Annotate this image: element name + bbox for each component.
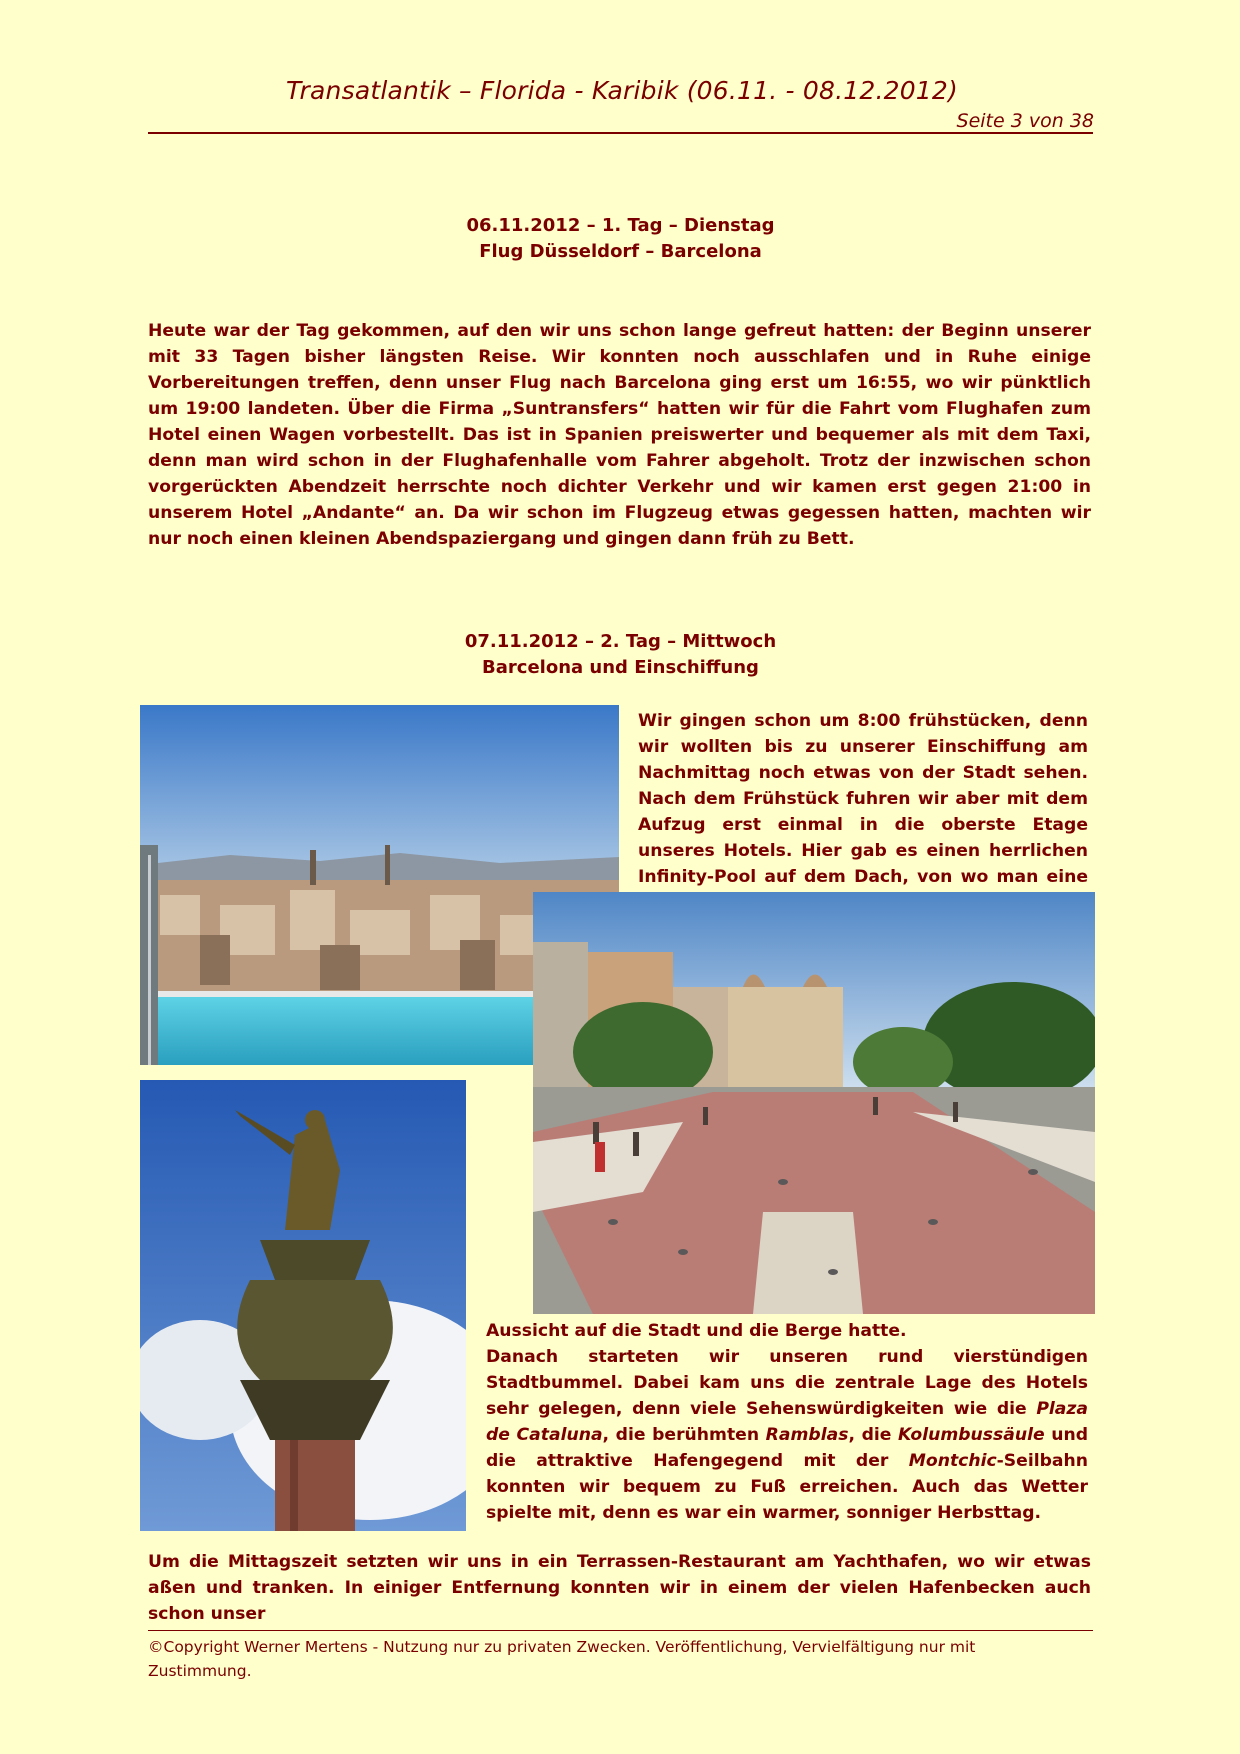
day1-date-heading: 06.11.2012 – 1. Tag – Dienstag bbox=[466, 215, 775, 236]
place-montchic: Montchic bbox=[908, 1451, 997, 1471]
place-kolumbussaeule: Kolumbussäule bbox=[898, 1425, 1045, 1445]
photo-columbus-monument bbox=[140, 1080, 466, 1531]
day2-text-b: , die bbox=[848, 1425, 892, 1445]
day2-text-c: und die attraktive Hafengegend mit der bbox=[486, 1425, 1089, 1471]
day1-paragraph: Heute war der Tag gekommen, auf den wir uns schon lange gefreut hatten: der Beginn unserer mit 33 Tagen bisher längsten Reise. Wir konnten noch ausschlafen und in Ruhe einige Vorbereitungen treffen, denn unser Flug nach Barcelona ging erst um 16:55, wo wir pünktlich um 19:00 landeten. Über die Firma „Suntransfers“ hatten wir für die Fahrt vom Flughafen zum Hotel einen Wagen vorbestellt. Das ist in Spanien preiswerter und bequemer als mit dem Taxi, denn man wird schon in der Flughafenhalle vom Fahrer abgeholt. Trotz der inzwischen schon vorgerückten Abendzeit herrschte noch dichter Verkehr und wir kamen erst gegen 21:00 in unserem Hotel „Andante“ an. Da wir schon im Flugzeug etwas gegessen hatten, machten wir nur noch einen kleinen Abendspaziergang und gingen dann früh zu Bett. bbox=[148, 321, 1091, 549]
footer-divider bbox=[148, 1630, 1093, 1631]
day2-text-mid-1: Aussicht auf die Stadt und die Berge hatte. bbox=[486, 1321, 907, 1341]
place-plaza-de-cataluna: Plaza de Cataluna bbox=[486, 1399, 1089, 1445]
day2-date-heading: 07.11.2012 – 2. Tag – Mittwoch bbox=[464, 631, 777, 652]
header-divider bbox=[148, 132, 1093, 134]
day2-paragraph-right: Wir gingen schon um 8:00 frühstücken, denn wir wollten bis zu unserer Einschiffung am Nachmittag noch etwas von der Stadt sehen. Nach dem Frühstück fuhren wir aber mit dem Aufzug erst einmal in die oberste Etage unseres Hotels. Hier gab es einen herrlichen Infinity-Pool auf dem Dach, von wo man eine bbox=[638, 711, 1088, 887]
day2-text-mid-2: Danach starteten wir unseren rund vierstündigen Stadtbummel. Dabei kam uns die zentrale Lage des Hotels sehr gelegen, denn viele Sehenswürdigkeiten wie die bbox=[486, 1347, 1088, 1419]
photo-plaza-de-cataluna bbox=[533, 892, 1095, 1314]
day2-text-d: -Seilbahn konnten wir bequem zu Fuß erreichen. Auch das Wetter spielte mit, denn es war ein warmer, sonniger Herbsttag. bbox=[486, 1451, 1088, 1523]
day2-paragraph-mid bbox=[486, 1318, 1088, 1526]
place-ramblas: Ramblas bbox=[765, 1425, 849, 1445]
day2-text-a: , die berühmten bbox=[602, 1425, 760, 1445]
page-number: Seite 3 von 38 bbox=[956, 110, 1094, 132]
document-title: Transatlantik – Florida - Karibik (06.11. - 08.12.2012) bbox=[286, 76, 958, 105]
day2-subtitle: Barcelona und Einschiffung bbox=[482, 657, 759, 678]
day1-subtitle: Flug Düsseldorf – Barcelona bbox=[479, 241, 762, 262]
footer-copyright: ©Copyright Werner Mertens - Nutzung nur zu privaten Zwecken. Veröffentlichung, Vervielfältigung nur mit Zustimmung. bbox=[148, 1638, 976, 1680]
day2-paragraph-bottom: Um die Mittagszeit setzten wir uns in ein Terrassen-Restaurant am Yachthafen, wo wir etwas aßen und tranken. In einiger Entfernung konnten wir in einem der vielen Hafenbecken auch schon unser bbox=[148, 1552, 1091, 1624]
